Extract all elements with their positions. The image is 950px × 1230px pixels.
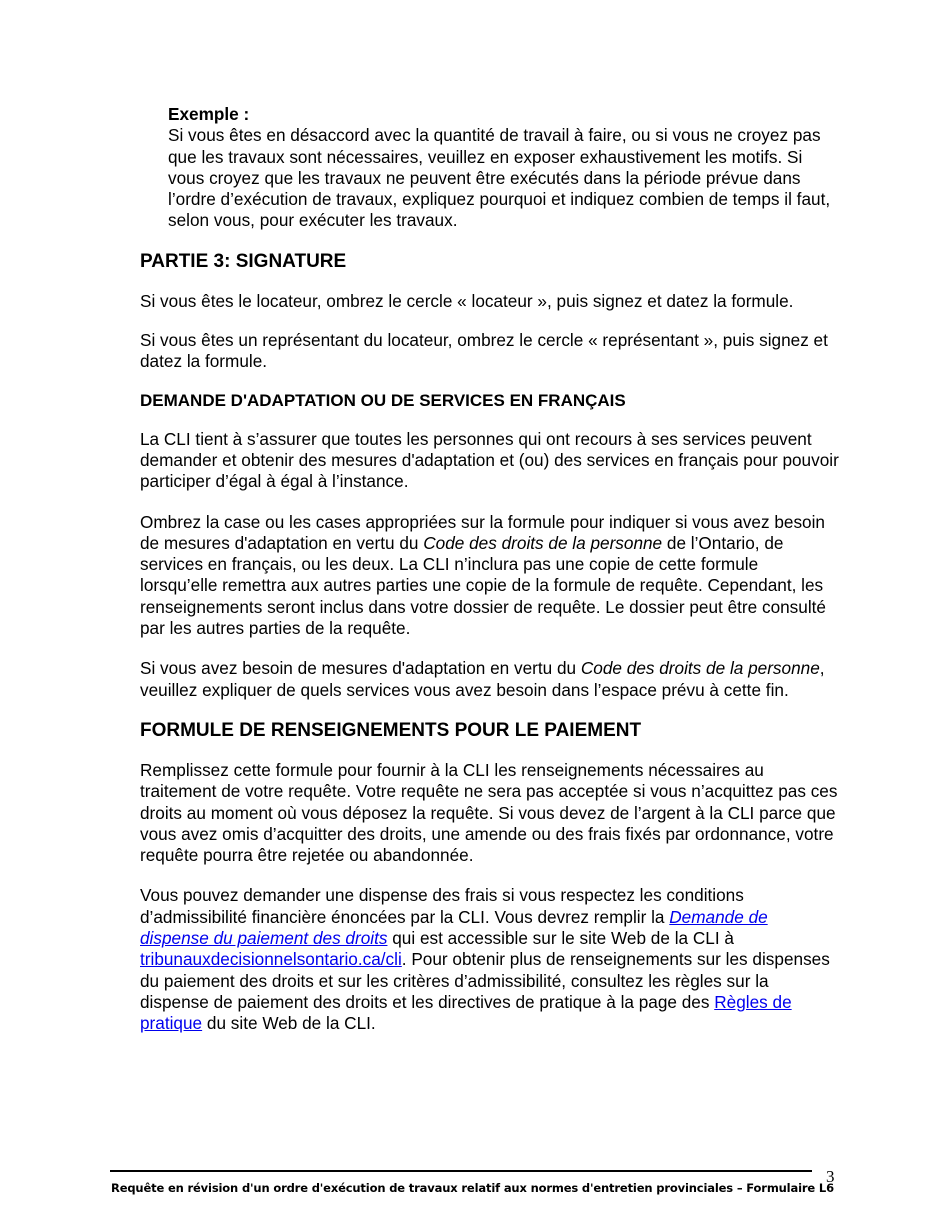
accommodation-p2-italic: Code des droits de la personne: [423, 532, 663, 553]
accommodation-p2-text-a: Ombrez la case ou les cases appropriées sur la formule pour indiquer si vous avez besoin de mesures d'adaptation en vertu du: [140, 511, 825, 553]
part3-heading: PARTIE 3: SIGNATURE: [140, 250, 347, 272]
tribunal-website-link[interactable]: tribunauxdecisionnelsontario.ca/cli: [140, 949, 402, 970]
accommodation-p3-text-a: Si vous avez besoin de mesures d'adaptation en vertu du: [140, 658, 581, 679]
example-title: Exemple :: [168, 104, 250, 124]
document-body: [140, 104, 840, 1035]
rules-of-practice-link[interactable]: Règles de pratique: [140, 991, 792, 1034]
payment-heading: FORMULE DE RENSEIGNEMENTS POUR LE PAIEMENT: [140, 719, 642, 741]
part3-paragraph-2: Si vous êtes un représentant du locateur, ombrez le cercle « représentant », puis signez et datez la formule.: [140, 330, 828, 372]
part3-paragraph-1: Si vous êtes le locateur, ombrez le cercle « locateur », puis signez et datez la formule.: [140, 290, 794, 311]
payment-p2-text-c: . Pour obtenir plus de renseignements sur les dispenses du paiement des droits et sur les critères d’admissibilité, consultez les règles sur la dispense de paiement des droits et les directives de pratique à la page des: [140, 949, 830, 1012]
fee-waiver-request-link-text: Demande de dispense du paiement des droits: [140, 906, 768, 949]
accommodation-paragraph-3: [140, 658, 840, 701]
example-block: [140, 104, 840, 232]
footer-form-title: Requête en révision d'un ordre d'exécution de travaux relatif aux normes d'entretien provinciales – Formulaire L6: [111, 1181, 834, 1195]
footer-rule: [110, 1170, 812, 1172]
accommodation-paragraph-2: [140, 512, 840, 640]
payment-p2-text-a: Vous pouvez demander une dispense des frais si vous respectez les conditions d’admissibilité financière énoncées par la CLI. Vous devrez remplir la: [140, 885, 744, 927]
payment-paragraph-2: [140, 885, 840, 1034]
payment-p2-text-b: qui est accessible sur le site Web de la CLI à: [387, 928, 734, 949]
page-number: 3: [826, 1167, 835, 1186]
example-text: Si vous êtes en désaccord avec la quantité de travail à faire, ou si vous ne croyez pas que les travaux sont nécessaires, veuillez en exposer exhaustivement les motifs. Si vous croyez que les travaux ne peuvent être exécutés dans la période prévue dans l’ordre d’exécution de travaux, expliquez pourquoi et indiquez combien de temps il faut, selon vous, pour exécuter les travaux.: [168, 125, 831, 231]
accommodation-heading: DEMANDE D'ADAPTATION OU DE SERVICES EN FRANÇAIS: [140, 390, 626, 410]
accommodation-p3-italic: Code des droits de la personne: [580, 658, 820, 679]
payment-p2-text-d: du site Web de la CLI.: [202, 1013, 376, 1034]
accommodation-p3-text-b: , veuillez expliquer de quels services vous avez besoin dans l’espace prévu à cette fin.: [140, 658, 825, 700]
accommodation-p2-text-b: de l’Ontario, de services en français, ou les deux. La CLI n’inclura pas une copie de cette formule lorsqu’elle remettra aux autres parties une copie de la formule de requête. Cependant, les renseignements seront inclus dans votre dossier de requête. Le dossier peut être consulté par les autres parties de la requête.: [140, 532, 826, 639]
accommodation-paragraph-1: La CLI tient à s’assurer que toutes les personnes qui ont recours à ses services peuvent demander et obtenir des mesures d'adaptation et (ou) des services en français pour pouvoir participer d’égal à égal à l’instance.: [140, 428, 839, 492]
payment-paragraph-1: Remplissez cette formule pour fournir à la CLI les renseignements nécessaires au traitement de votre requête. Votre requête ne sera pas acceptée si vous n’acquittez pas ces droits au moment où vous déposez la requête. Si vous devez de l’argent à la CLI parce que vous avez omis d’acquitter des droits, une amende ou des frais fixés par ordonnance, votre requête pourra être rejetée ou abandonnée.: [140, 759, 838, 866]
